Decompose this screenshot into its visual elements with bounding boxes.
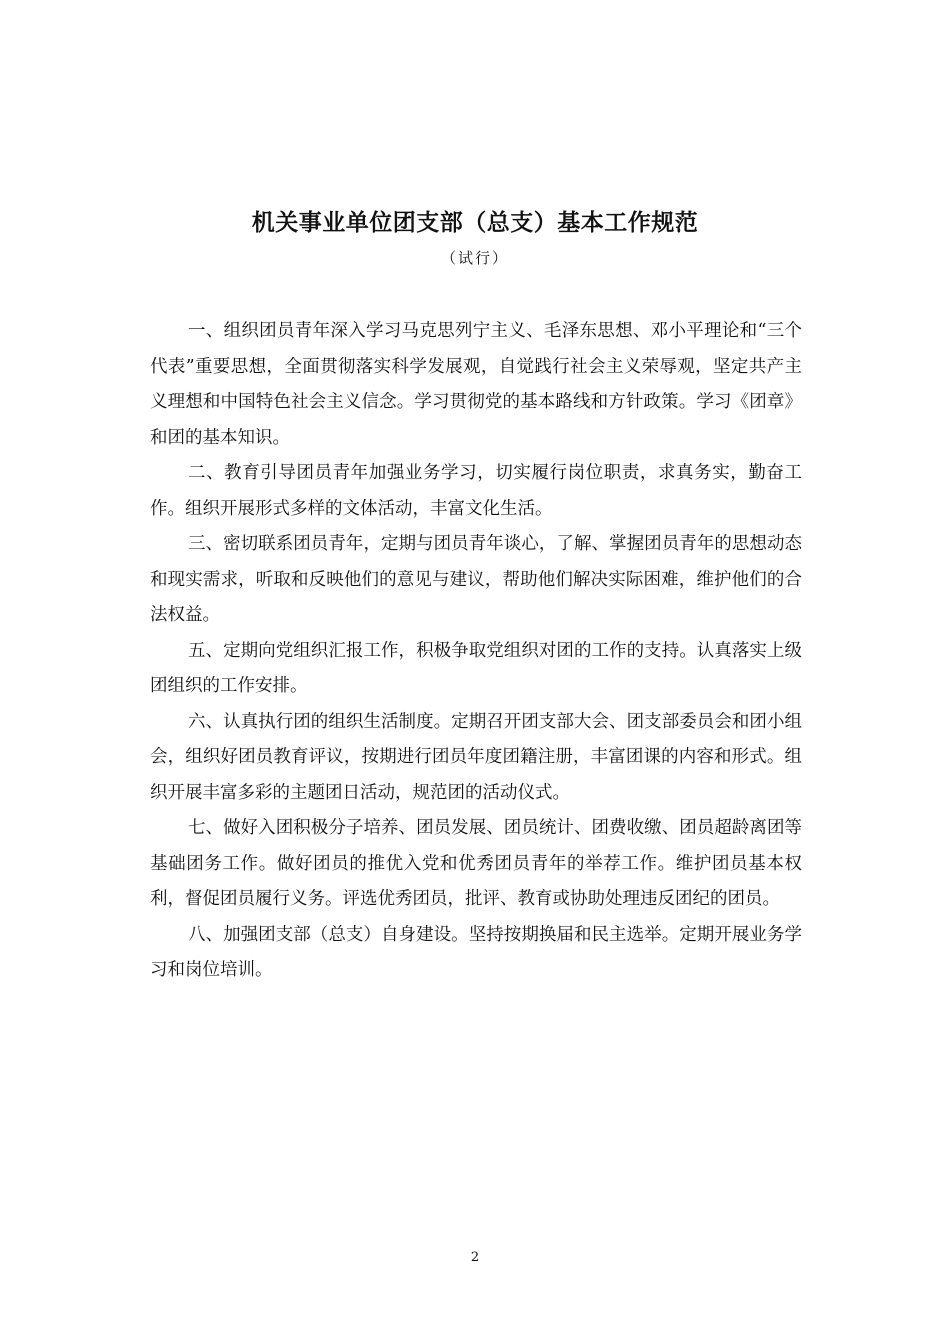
paragraph-5: 五、定期向党组织汇报工作，积极争取党组织对团的工作的支持。认真落实上级团组织的工作安排。 bbox=[150, 640, 802, 696]
paragraph-6: 六、认真执行团的组织生活制度。定期召开团支部大会、团支部委员会和团小组会，组织好团员教育评议，按期进行团员年度团籍注册，丰富团课的内容和形式。组织开展丰富多彩的主题团日活动，规范团的活动仪式。 bbox=[150, 711, 802, 803]
page-number: 2 bbox=[470, 1250, 480, 1265]
document-subtitle: （试行） bbox=[440, 249, 509, 267]
paragraph-1: 一、组织团员青年深入学习马克思列宁主义、毛泽东思想、邓小平理论和“三个代表”重要思想，全面贯彻落实科学发展观，自觉践行社会主义荣辱观，坚定共产主义理想和中国特色社会主义信念。学习贯彻党的基本路线和方针政策。学习《团章》和团的基本知识。 bbox=[150, 321, 802, 448]
paragraph-7: 七、做好入团积极分子培养、团员发展、团员统计、团费收缴、团员超龄离团等基础团务工作。做好团员的推优入党和优秀团员青年的举荐工作。维护团员基本权利，督促团员履行义务。评选优秀团员，批评、教育或协助处理违反团纪的团员。 bbox=[150, 818, 802, 909]
document-body bbox=[150, 314, 802, 989]
paragraph-2: 二、教育引导团员青年加强业务学习，切实履行岗位职责，求真务实，勤奋工作。组织开展形式多样的文体活动，丰富文化生活。 bbox=[150, 463, 802, 519]
paragraph-8: 八、加强团支部（总支）自身建设。坚持按期换届和民主选举。定期开展业务学习和岗位培训。 bbox=[150, 924, 802, 980]
paragraph-3: 三、密切联系团员青年，定期与团员青年谈心，了解、掌握团员青年的思想动态和现实需求，听取和反映他们的意见与建议，帮助他们解决实际困难，维护他们的合法权益。 bbox=[150, 534, 802, 625]
document-title: 机关事业单位团支部（总支）基本工作规范 bbox=[251, 209, 699, 236]
